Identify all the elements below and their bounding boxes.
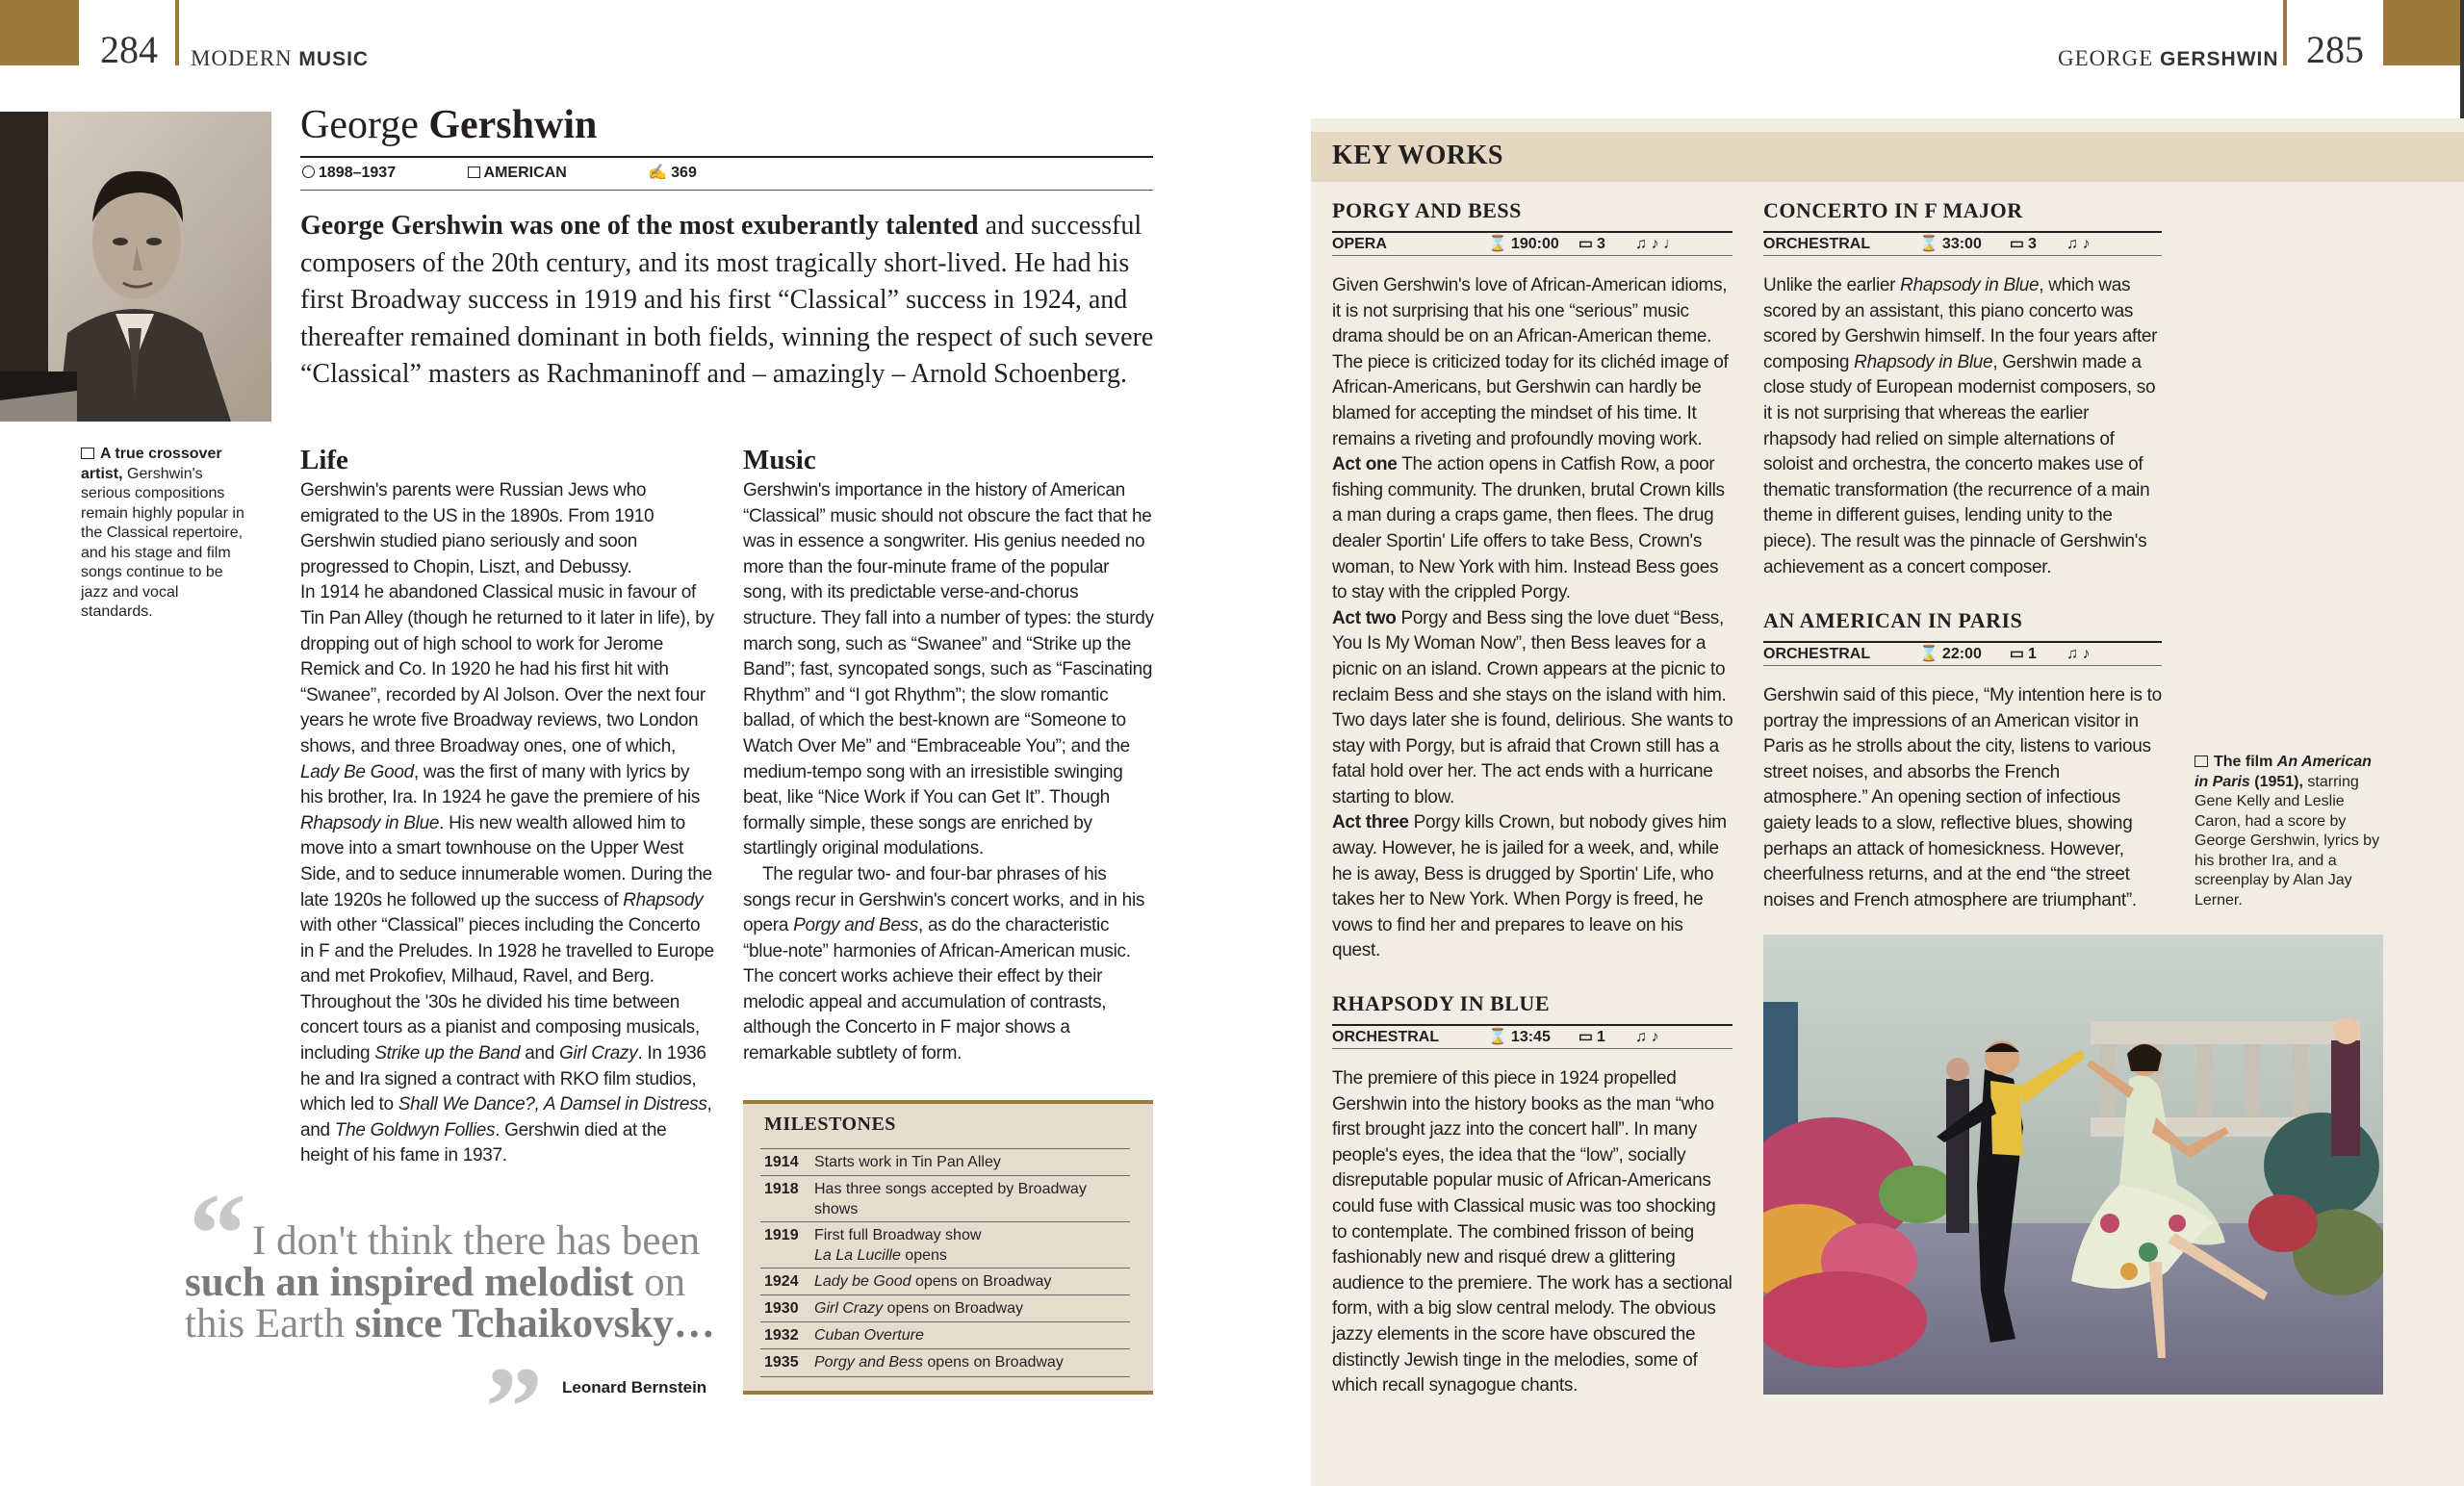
quill-icon: ✍ [648,165,668,181]
life-column [300,478,714,1169]
key-works-heading: KEY WORKS [1332,141,1503,170]
work-title-rhapsody: RHAPSODY IN BLUE [1332,991,1550,1015]
title-meta-bar [300,156,1153,191]
work-text-paris: Gershwin said of this piece, “My intention here is to portray the impressions of an American visitor in Paris as he strolls about the city, listens to various street noises, and absorbs the French atmosphere.” An opening section of infectious gaiety leads to a slow, reflective blues, showing perhaps an attack of homesickness. However, cheerfulness returns, and at the end “the street noises and French atmosphere are triumphant”. [1763,685,2162,910]
duration-icon: ⌛ [1488,235,1507,252]
title-last-name: Gershwin [428,103,598,147]
american-in-paris-film-still [1763,935,2383,1395]
work-meta-paris: ORCHESTRAL ⌛ 22:00 ▭ 1 ♫ ♪ [1763,641,2162,666]
work-meta-rhapsody: ORCHESTRAL ⌛ 13:45 ▭ 1 ♫ ♪ [1332,1024,1732,1049]
quote-attribution: Leonard Bernstein [562,1378,707,1396]
left-corner-tab [0,0,79,65]
duration-icon: ⌛ [1919,645,1938,662]
milestones-title: MILESTONES [764,1114,896,1135]
milestone-row: 1930 Girl Crazy opens on Broadway [760,1294,1130,1321]
milestones-box [743,1100,1153,1395]
clock-icon [302,166,315,178]
portrait-caption [81,445,250,623]
milestone-row: 1914 Starts work in Tin Pan Alley [760,1148,1130,1175]
voices-icon: ♫ ♪ ♩ [1635,235,1679,252]
camera-icon [81,448,94,459]
milestone-row: 1919 First full Broadway show La La Lucille opens [760,1221,1130,1268]
life-paragraph-2: In 1914 he abandoned Classical music in favour of Tin Pan Alley (though he returned to it later in life), by dropping out of high school to work for Jerome Remick and Co. In 1920 he had his first hit with “Swanee”, recorded by Al Jolson. Over the next four years he wrote five Broadway reviews, two London shows, and three Broadway ones, one of which, Lady Be Good, was the first of many with lyrics by his brother, Ira. In 1924 he gave the premiere of his Rhapsody in Blue. His new wealth allowed him to move into a smart townhouse on the Upper West Side, and to seduce innumerable women. During the late 1920s he followed up the success of Rhapsody with other “Classical” pieces including the Concerto in F and the Preludes. In 1928 he travelled to Europe and met Prokofiev, Milhaud, Ravel, and Berg. Throughout the '30s he divided his time between concert tours as a pianist and composing musicals, including Strike up the Band and Girl Crazy. In 1936 he and Ira signed a contract with RKO film studios, which led to Shall We Dance?, A Damsel in Distress, and The Goldwyn Follies. Gershwin died at the height of his fame in 1937. [300,582,714,1166]
instruments-icon: ♫ ♪ [2066,235,2091,252]
nationality: AMERICAN [483,165,567,181]
portrait-caption-text: Gershwin's serious compositions remain highly popular in the Classical repertoire, and his stage and film songs continue to be jazz and vocal standards. [81,465,244,620]
instruments-icon: ♫ ♪ [1635,1028,1659,1045]
life-dates: 1898–1937 [319,165,397,181]
milestone-row: 1932 Cuban Overture [760,1321,1130,1348]
arrow-down-icon [2194,756,2208,767]
life-paragraph-1: Gershwin's parents were Russian Jews who emigrated to the US in the 1890s. From 1910 Gershwin studied piano seriously and soon progressed to Chopin, Liszt, and Debussy. [300,480,654,577]
life-heading: Life [300,445,348,475]
work-meta-porgy: OPERA ⌛ 190:00 ▭ 3 ♫ ♪ ♩ [1332,231,1732,256]
right-running-head-light: GEORGE [2058,46,2154,70]
duration-icon: ⌛ [1919,235,1938,252]
score-icon: ▭ [1578,235,1594,252]
intro-text: and successful composers of the 20th century, and its most tragically short-lived. He had his first Broadway success in 1919 and his first “Classical” success in 1924, and thereafter remained dominant in both fields, winning the respect of such severe “Classical” masters as Rachmaninoff and – amazingly – Arnold Schoenberg. [300,211,1154,389]
left-running-head-light: MODERN [191,46,293,70]
page-title [300,102,597,148]
milestone-row: 1924 Lady be Good opens on Broadway [760,1268,1130,1294]
work-text-rhapsody: The premiere of this piece in 1924 propelled Gershwin into the history books as the man “who first brought jazz into the concert hall”. In many people's eyes, the idea that the “low”, socially disreputable popular music of African-Americans could fuse with Classical music was too shocking to contemplate. The combined frisson of being fashionably new and risqué drew a glittering audience to the premiere. The work has a sectional form, with a big slow central melody. The obvious jazzy elements in the score have obscured the distinctly Jewish tinge in the melodies, some of which recall synagogue chants. [1332,1068,1732,1396]
works-count: 369 [671,165,697,181]
left-running-head [191,46,369,71]
music-paragraph-1: Gershwin's importance in the history of American “Classical” music should not obscure the fact that he was in essence a songwriter. His genius needed no more than the four-minute frame of the popular song, with its predictable verse-and-chorus structure. They fall into a number of types: the sturdy march song, such as “Swanee” and “Strike up the Band”; fast, syncopated songs, such as “Fascinating Rhythm” and “I got Rhythm”; the slow romantic ballad, of which the best-known are “Someone to Watch Over Me” and “Embraceable You”; and the medium-tempo song with an irresistible swinging beat, like “Nice Work if You can Get It”. Though formally simple, these songs are enriched by startlingly original modulations. [743,480,1154,859]
gershwin-portrait-photo [0,112,271,422]
score-icon: ▭ [2009,235,2025,252]
left-page-number: 284 [100,28,158,71]
right-corner-tab [2383,0,2460,65]
milestone-row: 1935 Porgy and Bess opens on Broadway [760,1348,1130,1377]
instruments-icon: ♫ ♪ [2066,645,2091,662]
music-column [743,478,1155,1067]
left-folio-rule [175,0,179,65]
intro-paragraph [300,208,1157,394]
film-caption: The film An American in Paris (1951), starring Gene Kelly and Leslie Caron, had a score by George Gershwin, lyrics by his brother Ira, and a screenplay by Alan Jay Lerner. [2194,754,2380,909]
right-running-head-bold: GERSHWIN [2160,48,2279,70]
music-heading: Music [743,445,816,475]
score-icon: ▭ [1578,1028,1594,1045]
open-quote-mark: “ [189,1169,246,1297]
work-text-porgy: Given Gershwin's love of African-American idioms, it is not surprising that his one “serious” music drama should be on an African-American theme. The piece is criticized today for its clichéd image of African-Americans, but Gershwin can hardly be blamed for accepting the mindset of his time. It remains a riveting and profoundly moving work. Act one The action opens in Catfish Row, a poor fishing community. The drunken, brutal Crown kills a man during a craps game, then flees. The drug dealer Sportin' Life offers to take Bess, Crown's woman, to New York with him. Instead Bess goes to stay with the crippled Porgy. Act two Porgy and Bess sing the love duet “Bess, You Is My Woman Now”, then Bess leaves for a picnic on an island. Crown appears at the picnic to reclaim Bess and she stays on the island with him. Two days later she is found, delirious. She wants to stay with Porgy, but is afraid that Crown still has a fatal hold over her. The act ends with a hurricane starting to blow. Act three Porgy kills Crown, but nobody gives him away. However, he is jailed for a week, and, while he is away, Bess is drugged by Sportin' Life, who takes her to New York. When Porgy is freed, he vows to find her and prepares to leave on his quest. [1332,275,1733,961]
close-quote-mark: ” [485,1343,543,1471]
work-meta-concerto: ORCHESTRAL ⌛ 33:00 ▭ 3 ♫ ♪ [1763,231,2162,256]
right-folio-rule [2283,0,2287,65]
work-title-concerto: CONCERTO IN F MAJOR [1763,198,2023,222]
work-text-concerto: Unlike the earlier Rhapsody in Blue, which was scored by an assistant, this piano concerto was scored by Gershwin himself. In the four years after composing Rhapsody in Blue, Gershwin made a close study of European modernist composers, so it is not surprising that whereas the earlier rhapsody had relied on simple alternations of soloist and orchestra, the concerto makes use of thematic transformation (the recurrence of a main theme in different guises, lending unity to the piece). The result was the pinnacle of Gershwin's achievement as a concert composer. [1763,275,2158,577]
right-page-number: 285 [2306,28,2364,71]
milestone-row: 1918 Has three songs accepted by Broadway shows [760,1175,1130,1221]
score-icon: ▭ [2009,645,2025,662]
work-title-paris: AN AMERICAN IN PARIS [1763,608,2023,632]
pull-quote: I don't think there has been such an inspired melodist on this Earth since Tchaikovsky… [185,1218,715,1346]
right-running-head [2058,46,2279,71]
duration-icon: ⌛ [1488,1028,1507,1045]
title-first-name: George [300,103,419,147]
work-title-porgy: PORGY AND BESS [1332,198,1522,222]
left-running-head-bold: MUSIC [298,48,370,70]
flag-icon [468,167,480,178]
portrait-caption-lead: A true crossover artist, [81,446,222,482]
intro-lead: George Gershwin was one of the most exuberantly talented [300,211,979,241]
music-paragraph-2: The regular two- and four-bar phrases of his songs recur in Gershwin's concert works, and in his opera Porgy and Bess, as do the characteristic “blue-note” harmonies of African-American music. The concert works achieve their effect by their melodic appeal and accumulation of contrasts, although the Concerto in F major shows a remarkable subtlety of form. [743,863,1145,1064]
